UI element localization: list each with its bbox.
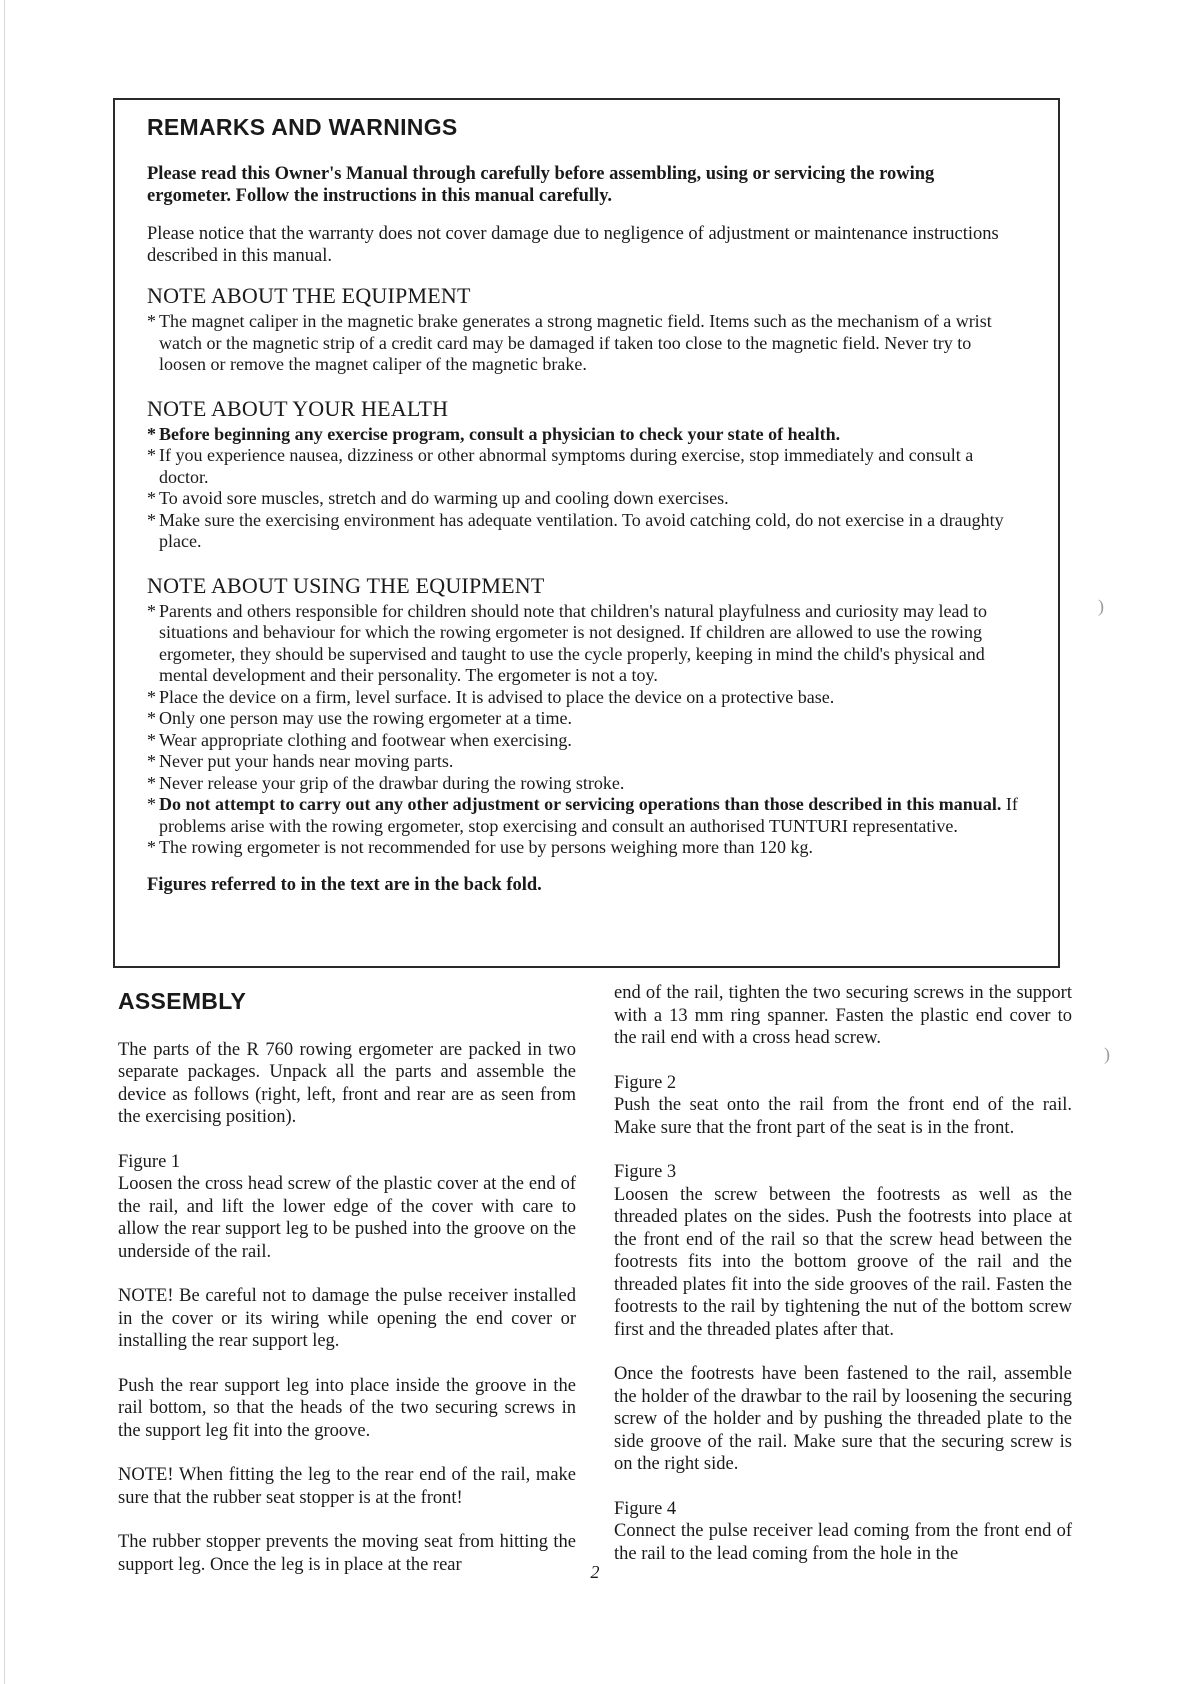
list-item: * The magnet caliper in the magnetic brake generates a strong magnetic field. Items such as the mechanism of a wrist watch or the magnetic strip of a credit card may be damaged if taken too close to the magnetic field. Never try to loosen or remove the magnet caliper of the magnetic brake. — [147, 311, 1022, 376]
figure-4-text: Connect the pulse receiver lead coming from the front end of the rail to the lead coming from the hole in the — [614, 1521, 1072, 1564]
list-item: * Only one person may use the rowing ergometer at a time. — [147, 708, 1022, 730]
page-number: 2 — [590, 1562, 600, 1582]
remarks-and-warnings-box — [113, 98, 1060, 968]
assembly-intro: The parts of the R 760 rowing ergometer are packed in two separate packages. Unpack all the parts and assemble the device as follows (right, left, front and rear are as seen from the exercising position). — [118, 1039, 576, 1127]
list-item: * To avoid sore muscles, stretch and do warming up and cooling down exercises. — [147, 488, 1022, 510]
warranty-notice: Please notice that the warranty does not cover damage due to negligence of adjustment or maintenance instructions described in this manual. — [147, 224, 999, 266]
list-item: * Before beginning any exercise program, consult a physician to check your state of health. — [147, 424, 1022, 446]
equipment-list — [147, 311, 1022, 376]
figure-3-text: Loosen the screw between the footrests as well as the threaded plates on the sides. Push the footrests into place at the front end of the rail so that the screw head between the footrests fits into the bottom groove of the rail and the threaded plates fit into the side grooves of the rail. Fasten the footrests to the rail by tightening the nut of the bottom screw first and the threaded plates after that. — [614, 1184, 1072, 1340]
warnings-intro: Please read this Owner's Manual through carefully before assembling, using or servicing the rowing ergometer. Follow the instructions in this manual carefully. — [147, 164, 935, 206]
list-item: * Place the device on a firm, level surface. It is advised to place the device on a protective base. — [147, 687, 1022, 709]
health-heading: NOTE ABOUT YOUR HEALTH — [147, 395, 449, 421]
servicing-advice: If problems arise with the rowing ergometer, stop exercising and consult an authorised TUNTURI representative. — [159, 794, 1018, 836]
equipment-heading: NOTE ABOUT THE EQUIPMENT — [147, 283, 471, 308]
assembly-right-column — [614, 982, 1072, 1587]
figure-1-text: Loosen the cross head screw of the plastic cover at the end of the rail, and lift the lower edge of the cover with care to allow the rear support leg to be pushed into the groove on the underside of the rail. — [118, 1174, 576, 1262]
figure-2-text: Push the seat onto the rail from the front end of the rail. Make sure that the front part of the seat is in the front. — [614, 1095, 1072, 1138]
list-item — [147, 794, 1022, 837]
figure-1-note: NOTE! When fitting the leg to the rear end of the rail, make sure that the rubber seat stopper is at the front! — [118, 1465, 576, 1508]
figure-1-text: Push the rear support leg into place inside the groove in the rail bottom, so that the heads of the two securing screws in the support leg fit into the groove. — [118, 1375, 576, 1441]
figure-2-heading: Figure 2 — [614, 1072, 677, 1093]
list-item: * Never put your hands near moving parts. — [147, 751, 1022, 773]
warnings-title: REMARKS AND WARNINGS — [147, 114, 458, 140]
assembly-title: ASSEMBLY — [118, 988, 247, 1014]
using-list — [147, 601, 1022, 859]
binding-hole-mark: ) — [1104, 1044, 1110, 1064]
list-item: * Wear appropriate clothing and footwear when exercising. — [147, 730, 1022, 752]
list-item: * Parents and others responsible for children should note that children's natural playfulness and curiosity may lead to situations and behaviour for which the rowing ergometer is not designed. If children are allowed to use the rowing ergometer, they should be supervised and taught to use the cycle properly, keeping in mind the child's physical and mental development and their personality. The ergometer is not a toy. — [147, 601, 1022, 687]
binding-hole-mark: ) — [1098, 596, 1104, 616]
figure-3-heading: Figure 3 — [614, 1162, 677, 1182]
list-item: * Never release your grip of the drawbar during the rowing stroke. — [147, 773, 1022, 795]
health-list — [147, 424, 1022, 553]
figures-note: Figures referred to in the text are in the back fold. — [147, 874, 542, 895]
list-item: * If you experience nausea, dizziness or other abnormal symptoms during exercise, stop immediately and consult a doctor. — [147, 445, 1022, 488]
figure-4-heading: Figure 4 — [614, 1498, 677, 1519]
figure-3-text: Once the footrests have been fastened to the rail, assemble the holder of the drawbar to the rail by loosening the securing screw of the holder and by pushing the threaded plate to the side groove of the rail. Make sure that the securing screw is on the right side. — [614, 1364, 1072, 1474]
figure-1-heading: Figure 1 — [118, 1151, 181, 1172]
assembly-continued-text: end of the rail, tighten the two securing screws in the support with a 13 mm ring spanner. Fasten the plastic end cover to the rail end with a cross head screw. — [614, 983, 1072, 1048]
figure-1-note: NOTE! Be careful not to damage the pulse receiver installed in the cover or its wiring while opening the end cover or installing the rear support leg. — [118, 1286, 576, 1351]
page-edge — [4, 0, 5, 1684]
servicing-warning: Do not attempt to carry out any other adjustment or servicing operations than those described in this manual. — [159, 794, 1002, 814]
figure-1-text: The rubber stopper prevents the moving seat from hitting the support leg. Once the leg is in place at the rear — [118, 1532, 576, 1575]
assembly-left-column — [118, 990, 576, 1598]
list-item: * Make sure the exercising environment has adequate ventilation. To avoid catching cold, do not exercise in a draughty place. — [147, 510, 1022, 553]
using-heading: NOTE ABOUT USING THE EQUIPMENT — [147, 572, 545, 598]
list-item: * The rowing ergometer is not recommended for use by persons weighing more than 120 kg. — [147, 837, 1022, 859]
